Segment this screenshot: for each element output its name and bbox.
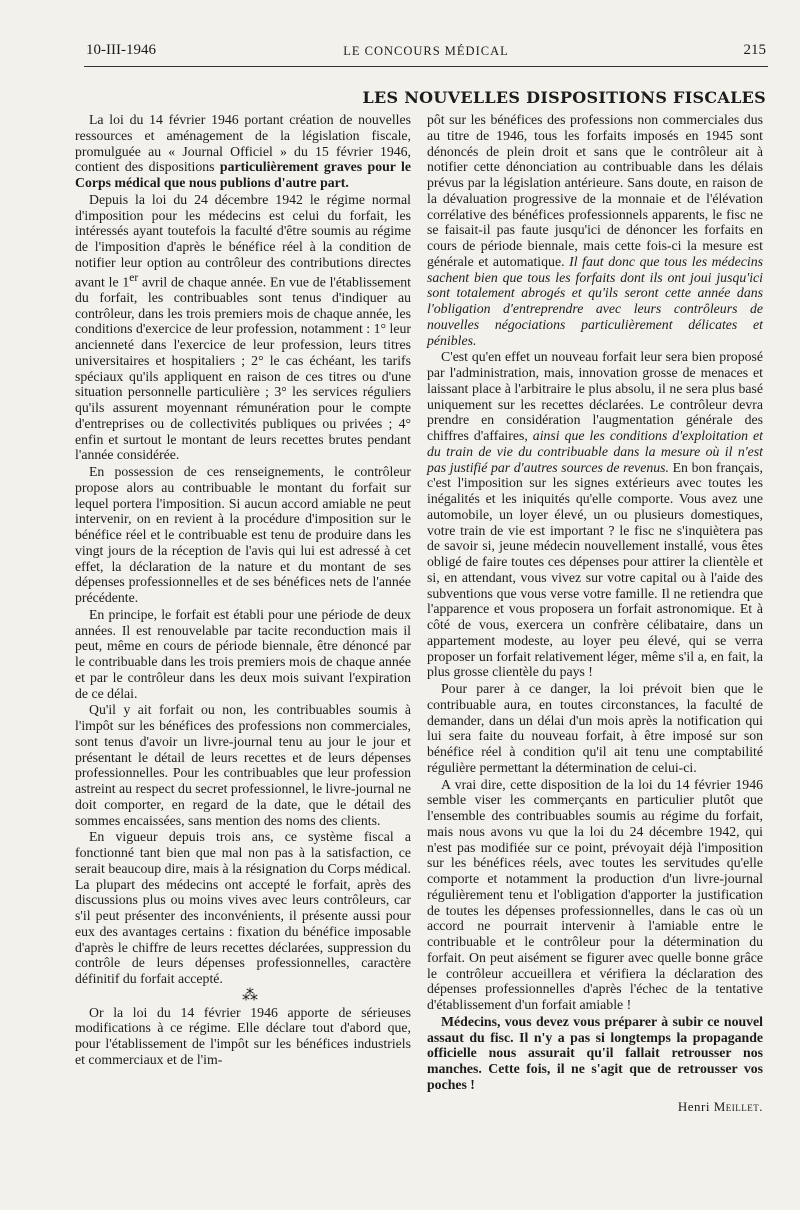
paragraph: La loi du 14 février 1946 portant création de nouvelles ressources et aménagement de la législation fiscale, promulguée au « Journal Officiel » du 15 février 1946, contient des dispositions particulièrement graves pour le Corps médical que nous publions d'autre part.: [75, 112, 411, 190]
article-title: LES NOUVELLES DISPOSITIONS FISCALES: [362, 88, 766, 107]
paragraph: C'est qu'en effet un nouveau forfait leur sera bien proposé par l'administration, mais, innovation grosse de menaces et laissant place à l'arbitraire le plus absolu, il ne sera plus basé uniquement sur les recettes déclarées. Le contrôleur devra prendre en considération l'augmentation générale des chiffres d'affaires, ainsi que les conditions d'exploitation et du train de vie du contribuable dans la mesure où il n'est pas justifié par d'autres sources de revenus. En bon français, c'est l'imposition sur les signes extérieurs avec toutes les inégalités et les iniquités qu'elle comporte. Vous avez une automobile, un loyer élevé, un ou plusieurs domestiques, votre train de vie est important ? le fisc ne s'inquiètera pas de savoir si, jeune médecin nouvellement installé, vous êtes obligé de faire toutes ces dépenses pour attirer la clientèle et si, en attendant, vous vivez sur votre capital ou à l'aide des subventions que vous verse votre famille. Il ne retiendra que l'apparence et vous proposera un forfait astronomique. Et à côté de vous, exercera un confrère célibataire, dans un appartement modeste, au loyer peu élevé, qui se verra proposer un forfait relativement léger, même s'il a, en fait, la plus grosse clientèle du pays !: [427, 349, 763, 680]
journal-title: LE CONCOURS MÉDICAL: [343, 44, 509, 58]
section-separator: ⁂: [242, 986, 258, 1004]
paragraph: Qu'il y ait forfait ou non, les contribuables soumis à l'impôt sur les bénéfices des professions non commerciales, sont tenus d'avoir un livre-journal tenu au jour le jour et présentant le détail de leurs recettes et de leurs dépenses professionnelles. Pour les contribuables que leur profession astreint au respect du secret professionnel, le livre-journal ne doit comporter, en regard de la date, que le détail des sommes encaissées, sans mention des noms des clients.: [75, 702, 411, 828]
issue-date: 10-III-1946: [86, 42, 156, 58]
header-rule: [84, 66, 768, 67]
page-number: 215: [743, 42, 766, 58]
running-header: [86, 42, 766, 64]
paragraph: Médecins, vous devez vous préparer à subir ce nouvel assaut du fisc. Il n'y a pas si longtemps la propagande officielle nous assurait qu'il fallait retrousser nos manches. Cette fois, il ne s'agit que de retrousser vos poches !: [427, 1013, 763, 1092]
left-column: [75, 112, 411, 1068]
paragraph: En vigueur depuis trois ans, ce système fiscal a fonctionné tant bien que mal non pas à la satisfaction, ce serait beaucoup dire, mais à la résignation du Corps médical. La plupart des médecins ont accepté le forfait, après des discussions plus ou moins vives avec leurs contrôleurs, car s'il peut présenter des inconvénients, il présente aussi pour eux des avantages certains : fixation du bénéfice imposable d'après le chiffre de leurs recettes déclarées, suppression du contrôle de leurs dépenses professionnelles, caractère définitif du forfait accepté.: [75, 829, 412, 987]
right-column: [427, 112, 763, 1114]
author-signature: Henri Meillet.: [677, 1098, 763, 1114]
paragraph: pôt sur les bénéfices des professions non commerciales dus au titre de 1946, tous les forfaits imposés en 1945 sont dénoncés de plein droit et sans que le contrôleur ait à notifier cette dénonciation au contribuable dans les délais prévus par la législation antérieure. Sans doute, en raison de la dévaluation progressive de la monnaie et de l'élévation corrélative des bénéfices professionnels apparents, le fisc ne se faisait-il pas faute jusqu'ici de dénoncer les forfaits en cours de période biennale, mais cette fois-ci la mesure est générale et automatique. Il faut donc que tous les médecins sachent bien que tous les forfaits dont ils ont joui jusqu'ici sont totalement abrogés et qu'ils seront cette année dans l'obligation d'entreprendre avec leurs contrôleurs de nouvelles négociations particulièrement délicates et pénibles.: [427, 112, 763, 348]
paragraph: Depuis la loi du 24 décembre 1942 le régime normal d'imposition pour les médecins est celui du forfait, les intéressés ayant toutefois la faculté d'être soumis au régime de l'imposition d'après le bénéfice réel à la condition de notifier leur option au contrôleur des contributions directes avant le 1er avril de chaque année. En vue de l'établissement du forfait, les contribuables sont tenus d'indiquer au contrôleur, dans les trois premiers mois de chaque année, les conditions d'exercice de leur profession, notamment : 1° leur ancienneté dans l'exercice de leur profession, leurs titres universitaires et hospitaliers ; 2° le cas échéant, les tarifs spéciaux qu'ils appliquent en raison de ces titres ou d'une situation personnelle particulière ; 3° les services réguliers qu'ils assurent moyennant rémunération pour le compte d'entreprises ou de collectivités publiques ou privées ; 4° enfin et surtout le montant de leurs recettes brutes pendant l'année considérée.: [75, 191, 411, 463]
paragraph: A vrai dire, cette disposition de la loi du 14 février 1946 semble viser les commerçants en particulier plutôt que l'ensemble des contribuables soumis au régime du forfait, mais nous avons vu que la loi du 24 décembre 1942, qui n'est pas modifiée sur ce point, prévoyait déjà l'imposition sur les bénéfices réels, avec toutes les servitudes qu'elle comporte et notamment la production d'un livre-journal régulièrement tenu et l'obligation d'apporter la justification de toutes les dépenses professionnelles, dans le cas où un accord ne pourrait intervenir à l'amiable entre le contribuable et le contrôleur pour la détermination du forfait. On peut aisément se figurer avec quelle bonne grâce le contrôleur accueillera et vérifiera la déclaration des dépenses professionnelles d'après l'échec de la tentative d'établissement d'un forfait amiable !: [427, 776, 763, 1012]
paragraph: En principe, le forfait est établi pour une période de deux années. Il est renouvelable par tacite reconduction mais il peut, même en cours de période biennale, être dénoncé par le contribuable dans les trois premiers mois de chaque année et par le contrôleur dans les deux mois suivant l'expiration de ce délai.: [75, 606, 411, 701]
paragraph: Pour parer à ce danger, la loi prévoit bien que le contribuable aura, en toutes circonstances, la faculté de demander, dans un délai d'un mois après la notification qui lui sera faite du nouveau forfait, à être imposé sur son bénéfice réel à condition qu'il ait tenu une comptabilité régulière permettant la détermination de celui-ci.: [427, 681, 763, 775]
paragraph: Or la loi du 14 février 1946 apporte de sérieuses modifications à ce régime. Elle déclare tout d'abord que, pour l'établissement de l'impôt sur les bénéfices industriels et commerciaux et de l'im-: [75, 1004, 411, 1067]
paragraph: En possession de ces renseignements, le contrôleur propose alors au contribuable le montant du forfait sur lequel portera l'imposition. Si aucun accord amiable ne peut intervenir, on en revient à la procédure d'imposition sur le bénéfice réel et le contribuable est tenu de produire dans les vingt jours de la réception de l'avis qui lui est adressé à cet effet, la déclaration de la nature et du montant de ses dépenses professionnelles et de ses bénéfices nets de l'année précédente.: [75, 464, 411, 606]
